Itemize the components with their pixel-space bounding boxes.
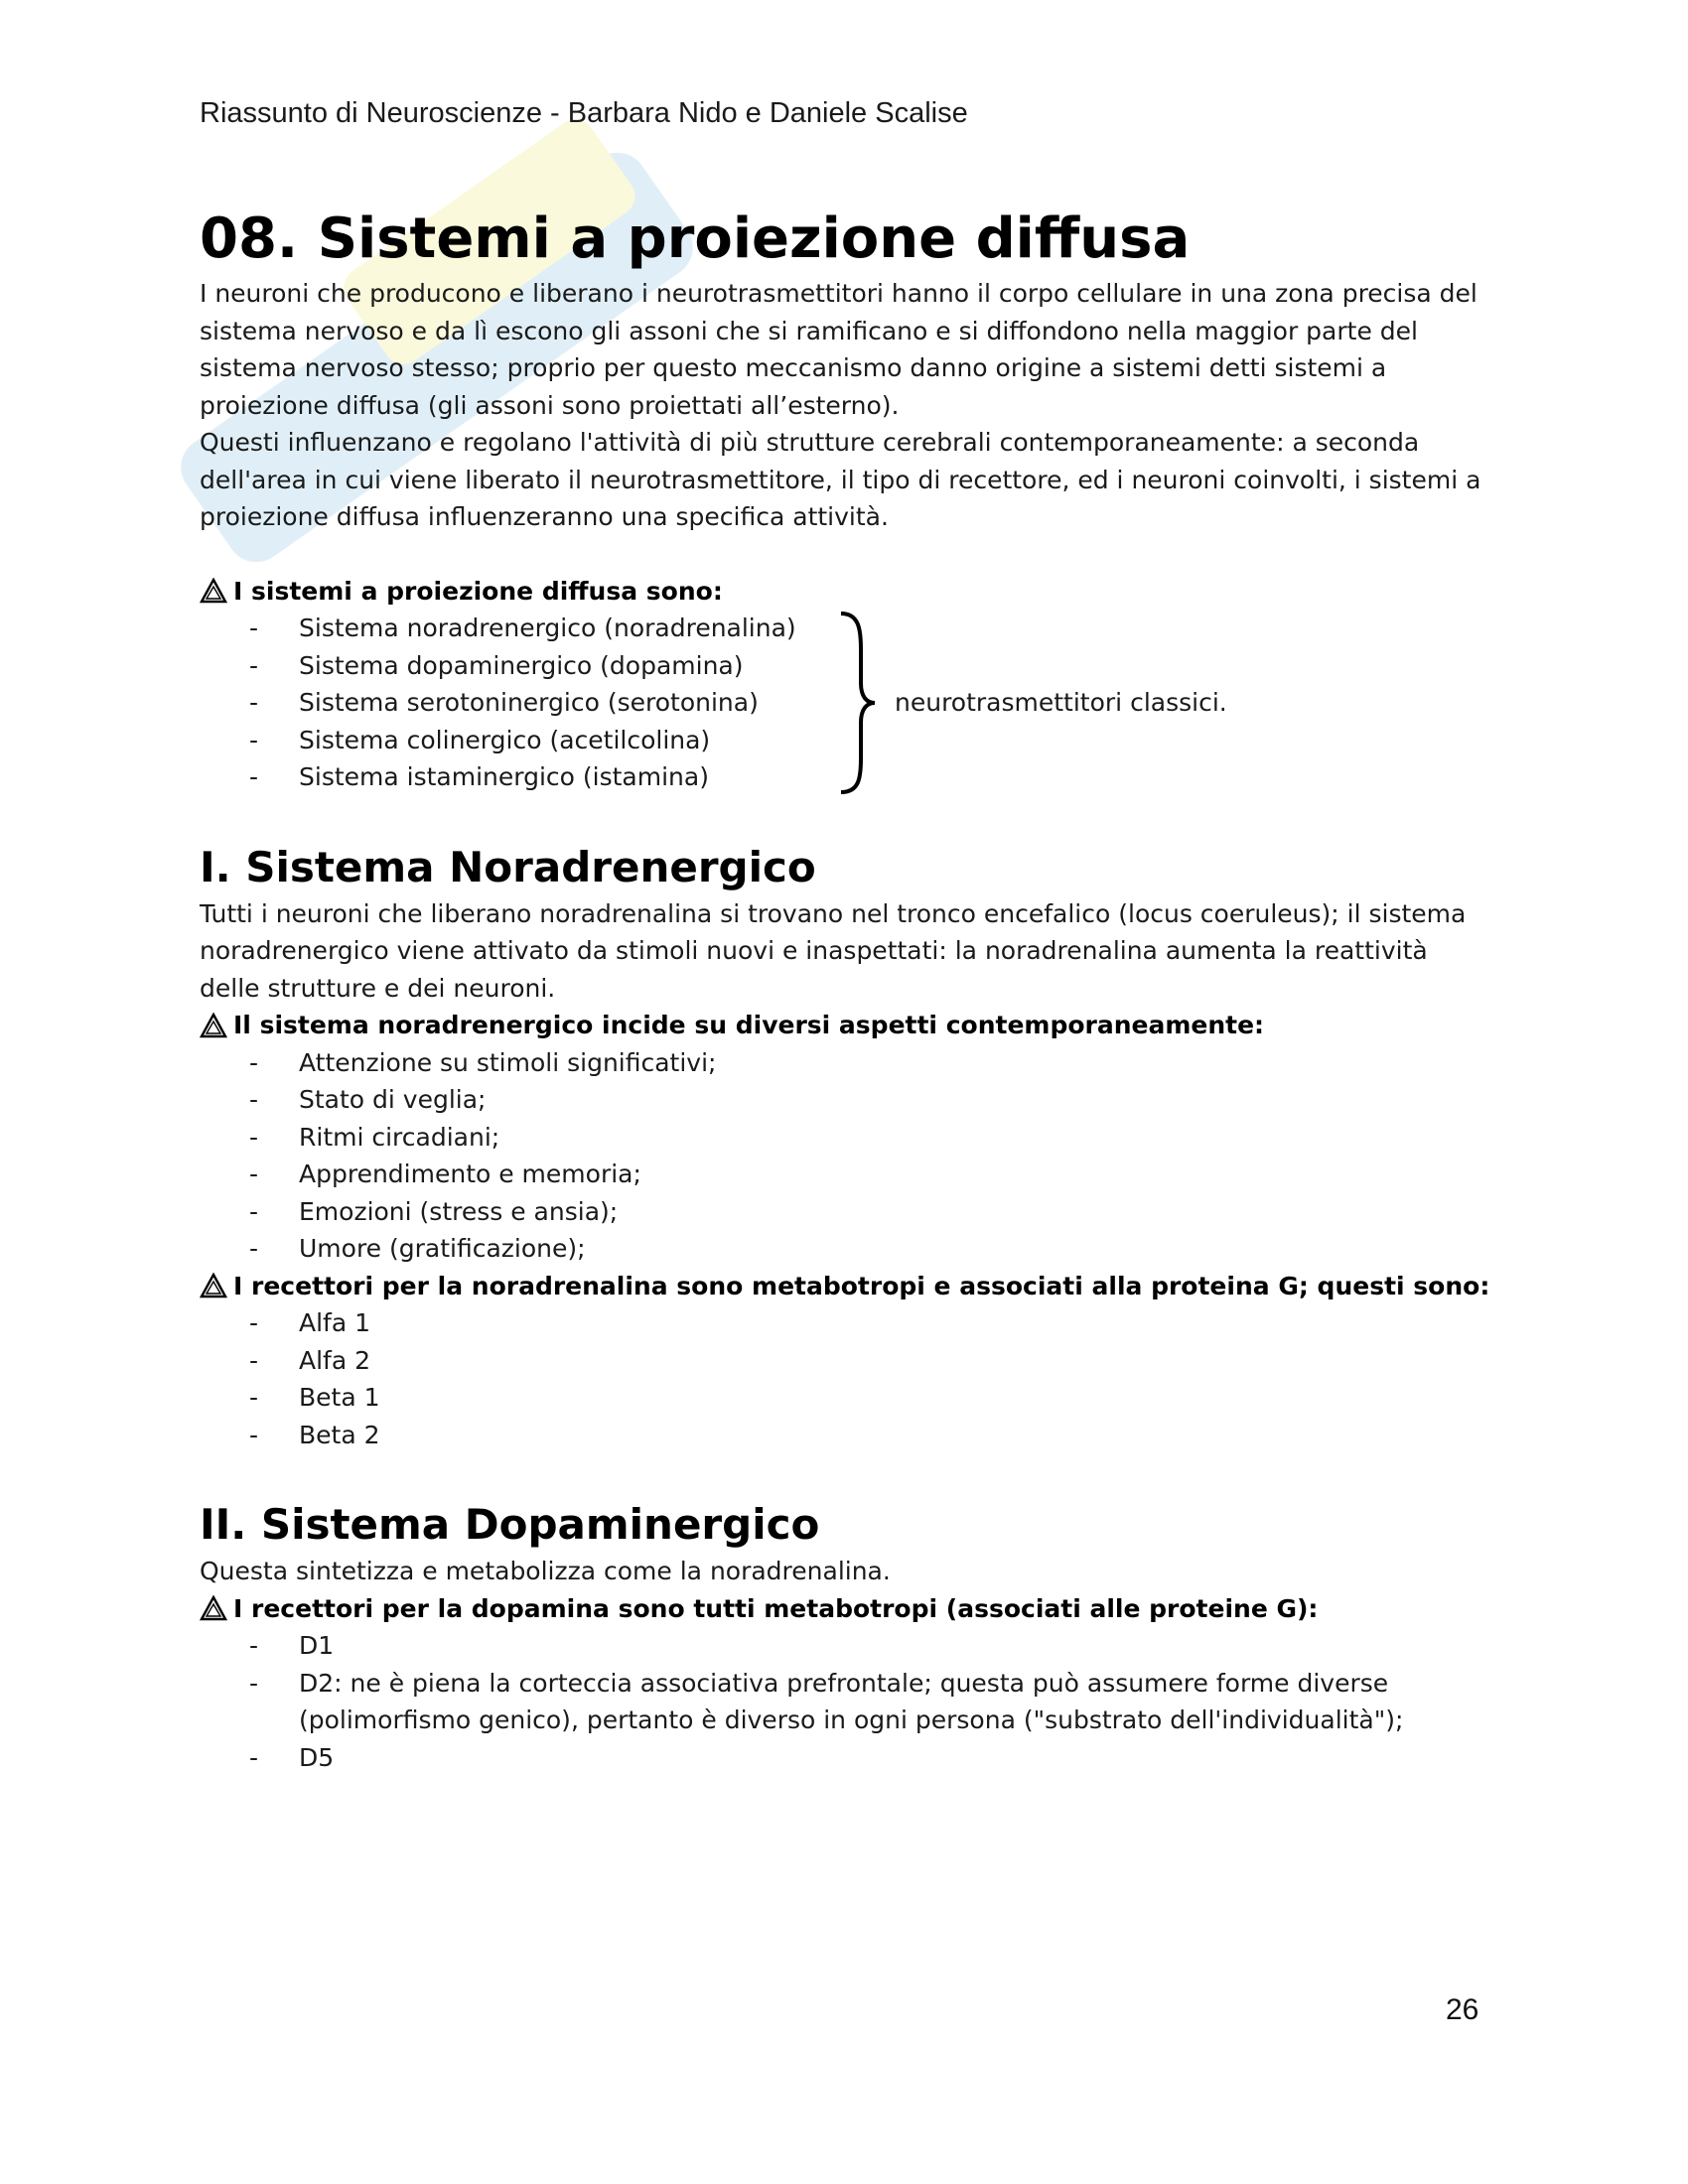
dopamine-receptors-lead [200, 1590, 1490, 1628]
list-dash: - [249, 1047, 259, 1077]
list-item: - Alfa 2 [249, 1342, 1490, 1380]
list-dash: - [249, 1085, 259, 1114]
noradrenaline-receptors-lead [200, 1268, 1490, 1305]
chapter-title: 08. Sistemi a proiezione diffusa [200, 206, 1191, 271]
dopamine-receptors-lead-text: I recettori per la dopamina sono tutti metabotropi (associati alle proteine G): [233, 1593, 1319, 1623]
list-item: - D1 [249, 1627, 1490, 1665]
list-item: - Umore (gratificazione); [249, 1230, 1490, 1268]
systems-lead [200, 573, 1490, 611]
systems-list-group [200, 610, 1490, 796]
noradrenaline-receptors-list [200, 1304, 1490, 1453]
list-dash: - [249, 688, 259, 717]
list-item: - Beta 1 [249, 1379, 1490, 1417]
warning-triangle-icon [200, 1273, 227, 1298]
list-dash: - [249, 1631, 259, 1660]
list-dash: - [249, 1234, 259, 1263]
section-title-dopaminergico: II. Sistema Dopaminergico [200, 1500, 820, 1549]
noradrenaline-receptors-lead-text: I recettori per la noradrenalina sono metabotropi e associati alla proteina G; questi sono: [233, 1271, 1490, 1300]
chapter-intro-paragraph-2: Questi influenzano e regolano l'attività di più strutture cerebrali contemporaneamente: a seconda dell'area in cui viene liberato il neurotrasmettitore, il tipo di recettore, ed i neuroni coinvolti, i sistemi a proiezione diffusa influenzeranno una specifica attività. [200, 428, 1481, 531]
chapter-intro-paragraph: I neuroni che producono e liberano i neurotrasmettitori hanno il corpo cellulare in una zona precisa del sistema nervoso e da lì escono gli assoni che si ramificano e si diffondono nella maggior parte del sistema nervoso stesso; proprio per questo meccanismo danno origine a sistemi detti sistemi a proiezione diffusa (gli assoni sono proiettati all’esterno). [200, 279, 1477, 420]
list-item: - Sistema colinergico (acetilcolina) [249, 722, 1490, 759]
list-dash: - [249, 1345, 259, 1375]
warning-triangle-icon [200, 1595, 227, 1621]
warning-triangle-icon [200, 578, 227, 604]
list-dash: - [249, 650, 259, 680]
list-dash: - [249, 614, 259, 642]
dopamine-receptors-list [200, 1627, 1490, 1776]
list-item: - Sistema noradrenergico (noradrenalina) [249, 610, 1490, 647]
list-dash: - [249, 1308, 259, 1337]
list-dash: - [249, 1160, 259, 1188]
list-dash: - [249, 1383, 259, 1412]
section-title-noradrenergico: I. Sistema Noradrenergico [200, 842, 816, 891]
list-dash: - [249, 1420, 259, 1449]
aspects-lead [200, 1007, 1490, 1044]
list-item: - Sistema serotoninergico (serotonina) [249, 684, 1490, 722]
list-item: - D5 [249, 1739, 1490, 1777]
list-dash: - [249, 1668, 259, 1698]
list-dash: - [249, 725, 259, 754]
list-item: - Attenzione su stimoli significativi; [249, 1044, 1490, 1082]
list-dash: - [249, 1742, 259, 1772]
running-header: Riassunto di Neuroscienze - Barbara Nido e Daniele Scalise [200, 97, 968, 129]
list-item: - Stato di veglia; [249, 1081, 1490, 1119]
list-item: - Beta 2 [249, 1417, 1490, 1454]
page-content [200, 204, 1490, 1776]
aspects-lead-text: Il sistema noradrenergico incide su diversi aspetti contemporaneamente: [233, 1011, 1265, 1039]
list-item: - Ritmi circadiani; [249, 1119, 1490, 1157]
brace-label: neurotrasmettitori classici. [895, 688, 1227, 717]
list-dash: - [249, 1122, 259, 1152]
warning-triangle-icon [200, 1013, 227, 1038]
list-item: - Sistema dopaminergico (dopamina) [249, 647, 1490, 685]
list-item: - Sistema istaminergico (istamina) [249, 758, 1490, 796]
list-dash: - [249, 762, 259, 791]
list-dash: - [249, 1196, 259, 1226]
list-item: - Alfa 1 [249, 1304, 1490, 1342]
curly-brace [835, 610, 879, 796]
section-2-paragraph: Questa sintetizza e metabolizza come la noradrenalina. [200, 1557, 891, 1585]
systems-lead-text: I sistemi a proiezione diffusa sono: [233, 576, 723, 606]
list-item: - Emozioni (stress e ansia); [249, 1193, 1490, 1231]
list-item: - D2: ne è piena la corteccia associativa prefrontale; questa può assumere forme diverse (polimorfismo genico), pertanto è diverso in ogni persona ("substrato dell'individualità"); [249, 1665, 1490, 1739]
list-item: - Apprendimento e memoria; [249, 1156, 1490, 1193]
aspects-list [200, 1044, 1490, 1268]
page-number: 26 [1446, 1993, 1479, 2026]
section-1-paragraph: Tutti i neuroni che liberano noradrenalina si trovano nel tronco encefalico (locus coeruleus); il sistema noradrenergico viene attivato da stimoli nuovi e inaspettati: la noradrenalina aumenta la reattività delle strutture e dei neuroni. [200, 898, 1467, 1003]
